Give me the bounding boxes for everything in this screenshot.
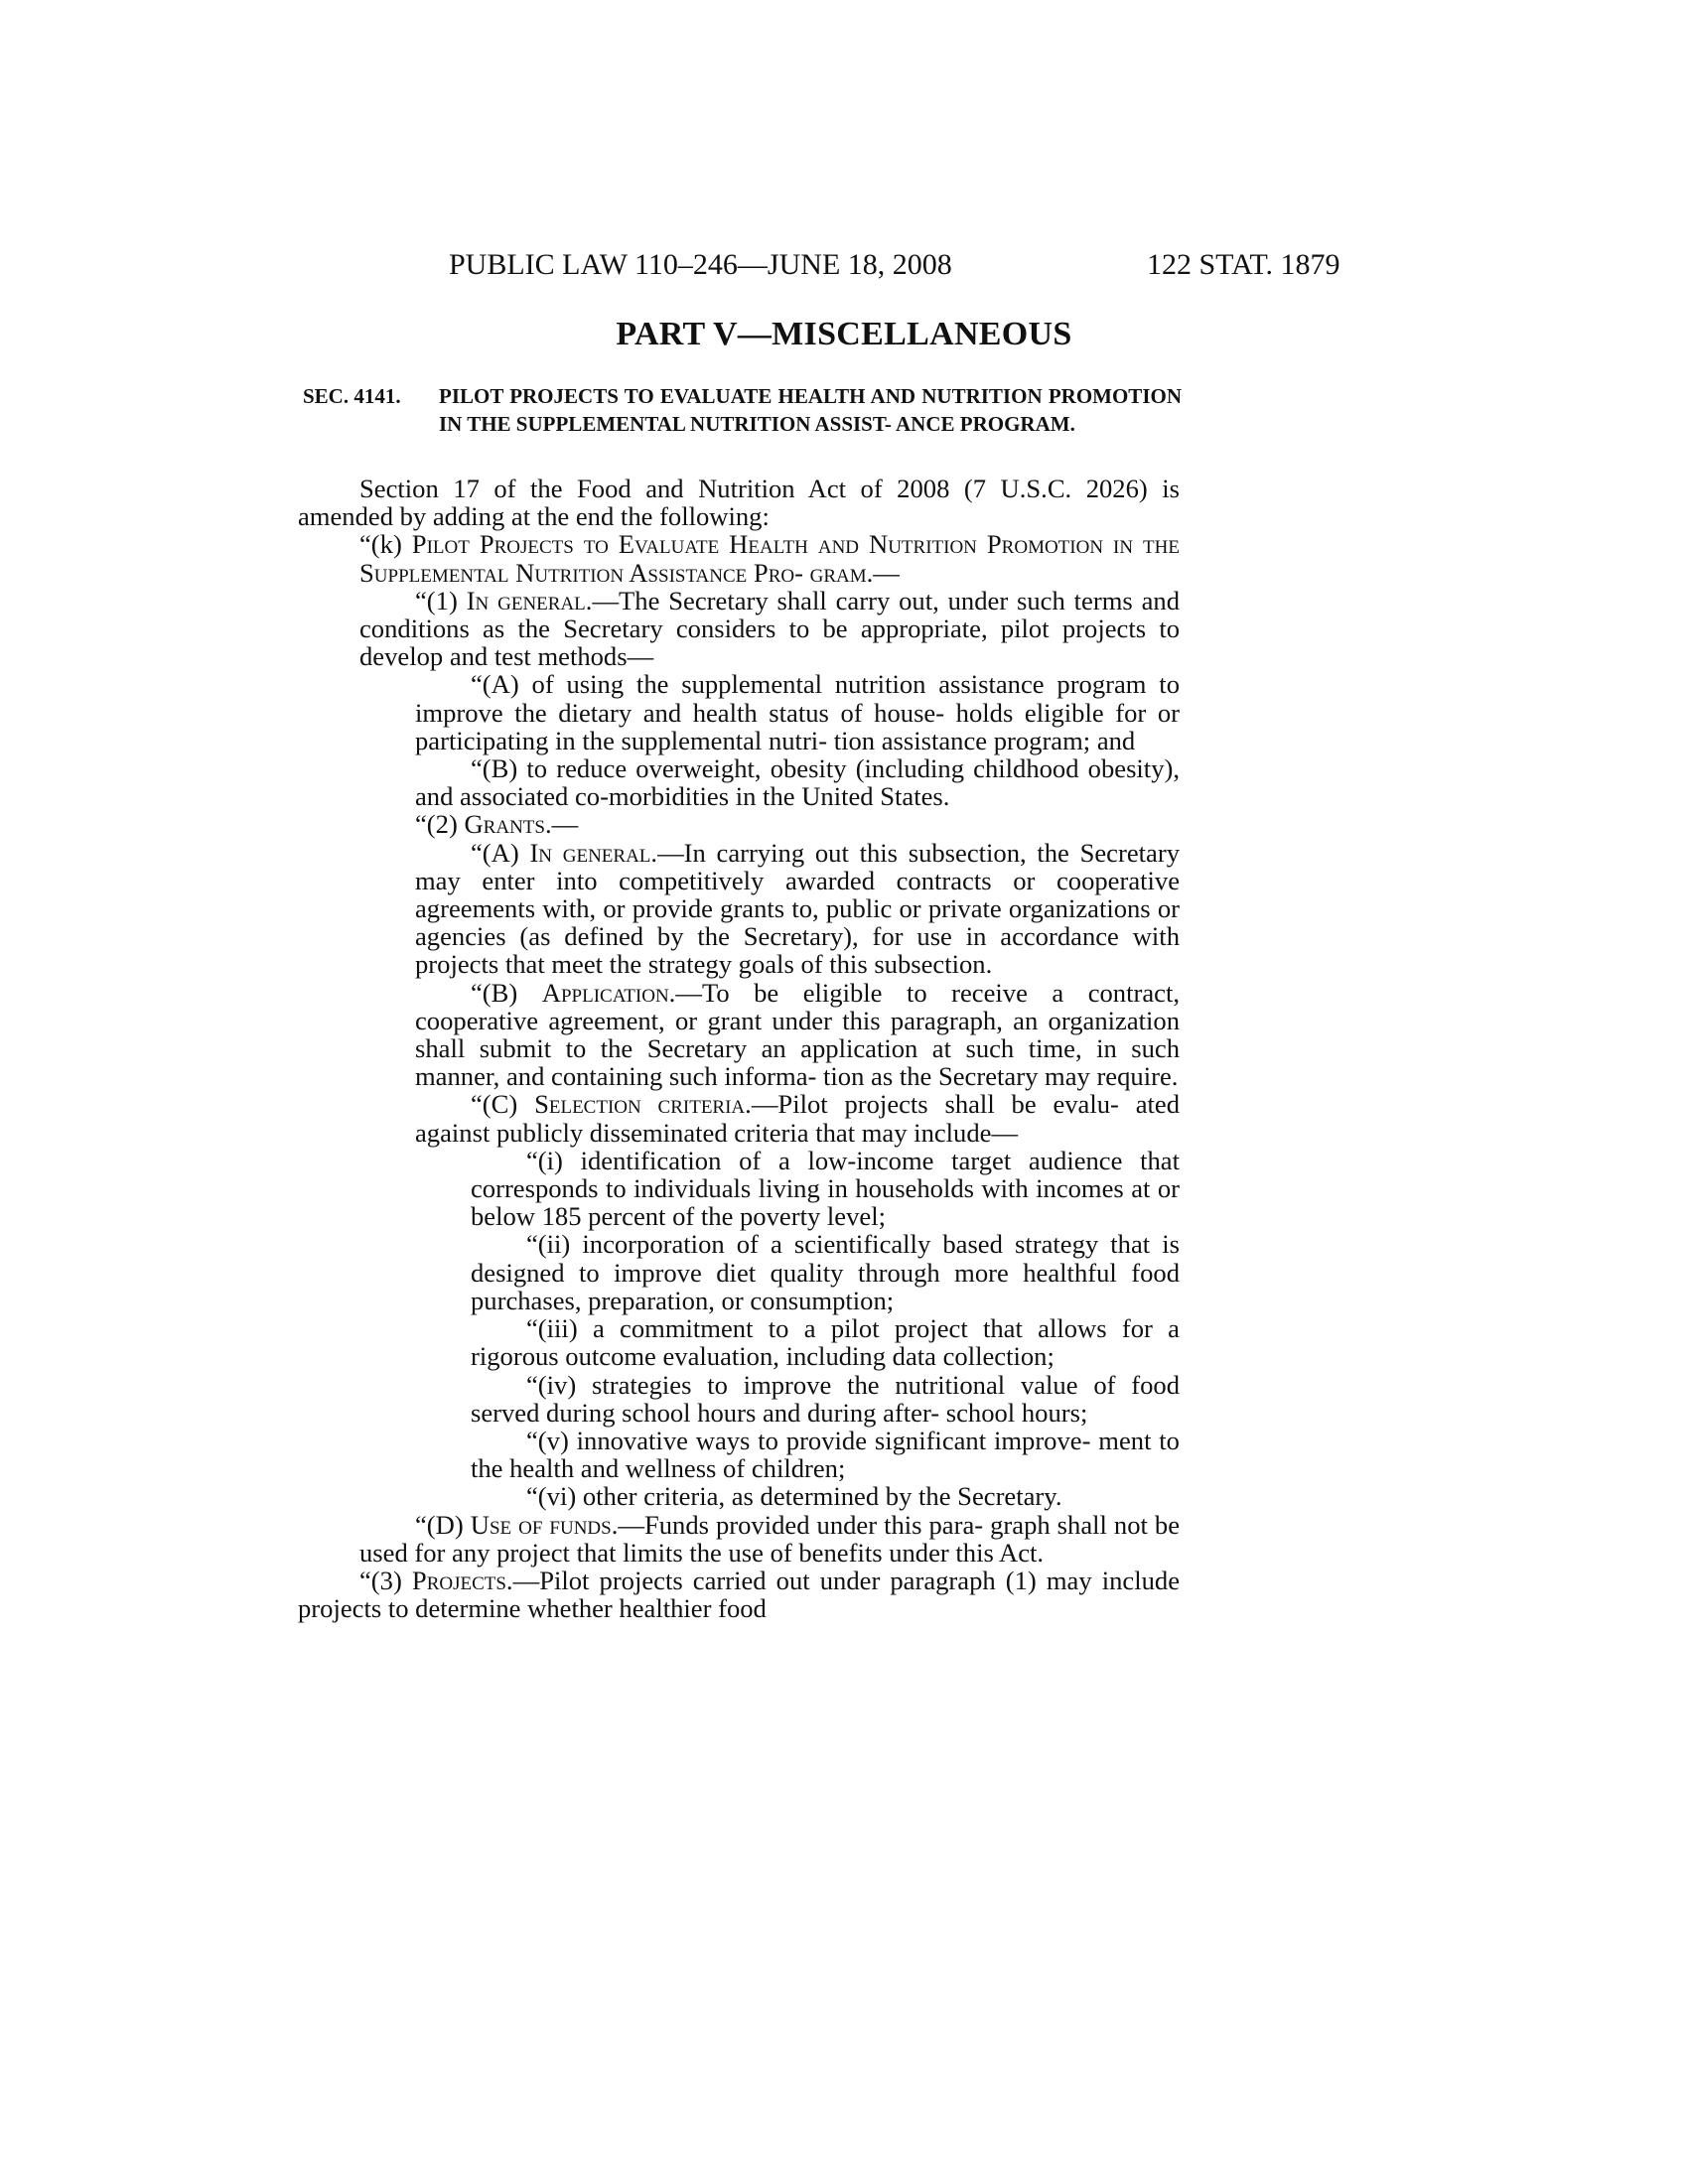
part-title: PART V—MISCELLANEOUS bbox=[616, 316, 1072, 352]
clause-2-A: “(A) In general.—In carrying out this subsection, the Secretary may enter into competitively awarded contracts or cooperative agreements with, or provide grants to, public or private organizations or agencies (as defined by the Secretary), for use in accordance with projects that meet the strategy goals of this subsection. bbox=[415, 837, 1180, 980]
section-heading bbox=[303, 382, 1182, 438]
item-ii: “(ii) incorporation of a scientifically based strategy that is designed to improve diet quality through more healthful food purchases, preparation, or consumption; bbox=[471, 1229, 1180, 1315]
section-title: PILOT PROJECTS TO EVALUATE HEALTH AND NUTRITION PROMOTION IN THE SUPPLEMENTAL NUTRITION ASSIST- ANCE PROGRAM. bbox=[439, 384, 1182, 436]
section-number: SEC. 4141. bbox=[303, 384, 401, 408]
paragraph-1-in-general: “(1) In general.—The Secretary shall carry out, under such terms and conditions as the Secretary considers to be appropriate, pilot projects to develop and test methods— bbox=[359, 585, 1181, 672]
clause-2-C: “(C) Selection criteria.—Pilot projects shall be evalu- ated against publicly disseminated criteria that may include— bbox=[415, 1089, 1180, 1148]
clause-2-D: “(D) Use of funds.—Funds provided under this para- graph shall not be used for any project that limits the use of benefits under this Act. bbox=[359, 1509, 1180, 1568]
subsection-k: “(k) Pilot Projects to Evaluate Health and Nutrition Promotion in the Supplemental Nutrition Assistance Pro- gram.— bbox=[359, 529, 1180, 588]
intro-paragraph: Section 17 of the Food and Nutrition Act of 2008 (7 U.S.C. 2026) is amended by adding at the end the following: bbox=[298, 474, 1180, 532]
item-iii: “(iii) a commitment to a pilot project that allows for a rigorous outcome evaluation, including data collection; bbox=[471, 1313, 1180, 1372]
running-header bbox=[0, 248, 1688, 288]
header-law-citation: PUBLIC LAW 110–246—JUNE 18, 2008 bbox=[449, 248, 952, 281]
item-i: “(i) identification of a low-income target audience that corresponds to individuals living in households with incomes at or below 185 percent of the poverty level; bbox=[471, 1145, 1180, 1232]
clause-2-B: “(B) Application.—To be eligible to receive a contract, cooperative agreement, or grant under this paragraph, an organization shall submit to the Secretary an application at such time, in such manner, and containing such informa- tion as the Secretary may require. bbox=[415, 977, 1180, 1092]
item-v: “(v) innovative ways to provide significant improve- ment to the health and wellness of children; bbox=[471, 1425, 1180, 1484]
item-iv: “(iv) strategies to improve the nutritional value of food served during school hours and during after- school hours; bbox=[471, 1369, 1181, 1428]
paragraph-3-projects: “(3) Projects.—Pilot projects carried out under paragraph (1) may include projects to determine whether healthier food bbox=[298, 1565, 1181, 1624]
item-vi: “(vi) other criteria, as determined by the Secretary. bbox=[526, 1481, 1062, 1512]
paragraph-2-grants: “(2) Grants.— bbox=[415, 809, 579, 840]
header-stat-page: 122 STAT. 1879 bbox=[1147, 248, 1340, 281]
clause-1-B: “(B) to reduce overweight, obesity (including childhood obesity), and associated co-morbidities in the United States. bbox=[415, 753, 1180, 812]
clause-1-A: “(A) of using the supplemental nutrition assistance program to improve the dietary and health status of house- holds eligible for or participating in the supplemental nutri- tion assistance program; and bbox=[415, 669, 1180, 755]
statute-body bbox=[298, 475, 1180, 1622]
